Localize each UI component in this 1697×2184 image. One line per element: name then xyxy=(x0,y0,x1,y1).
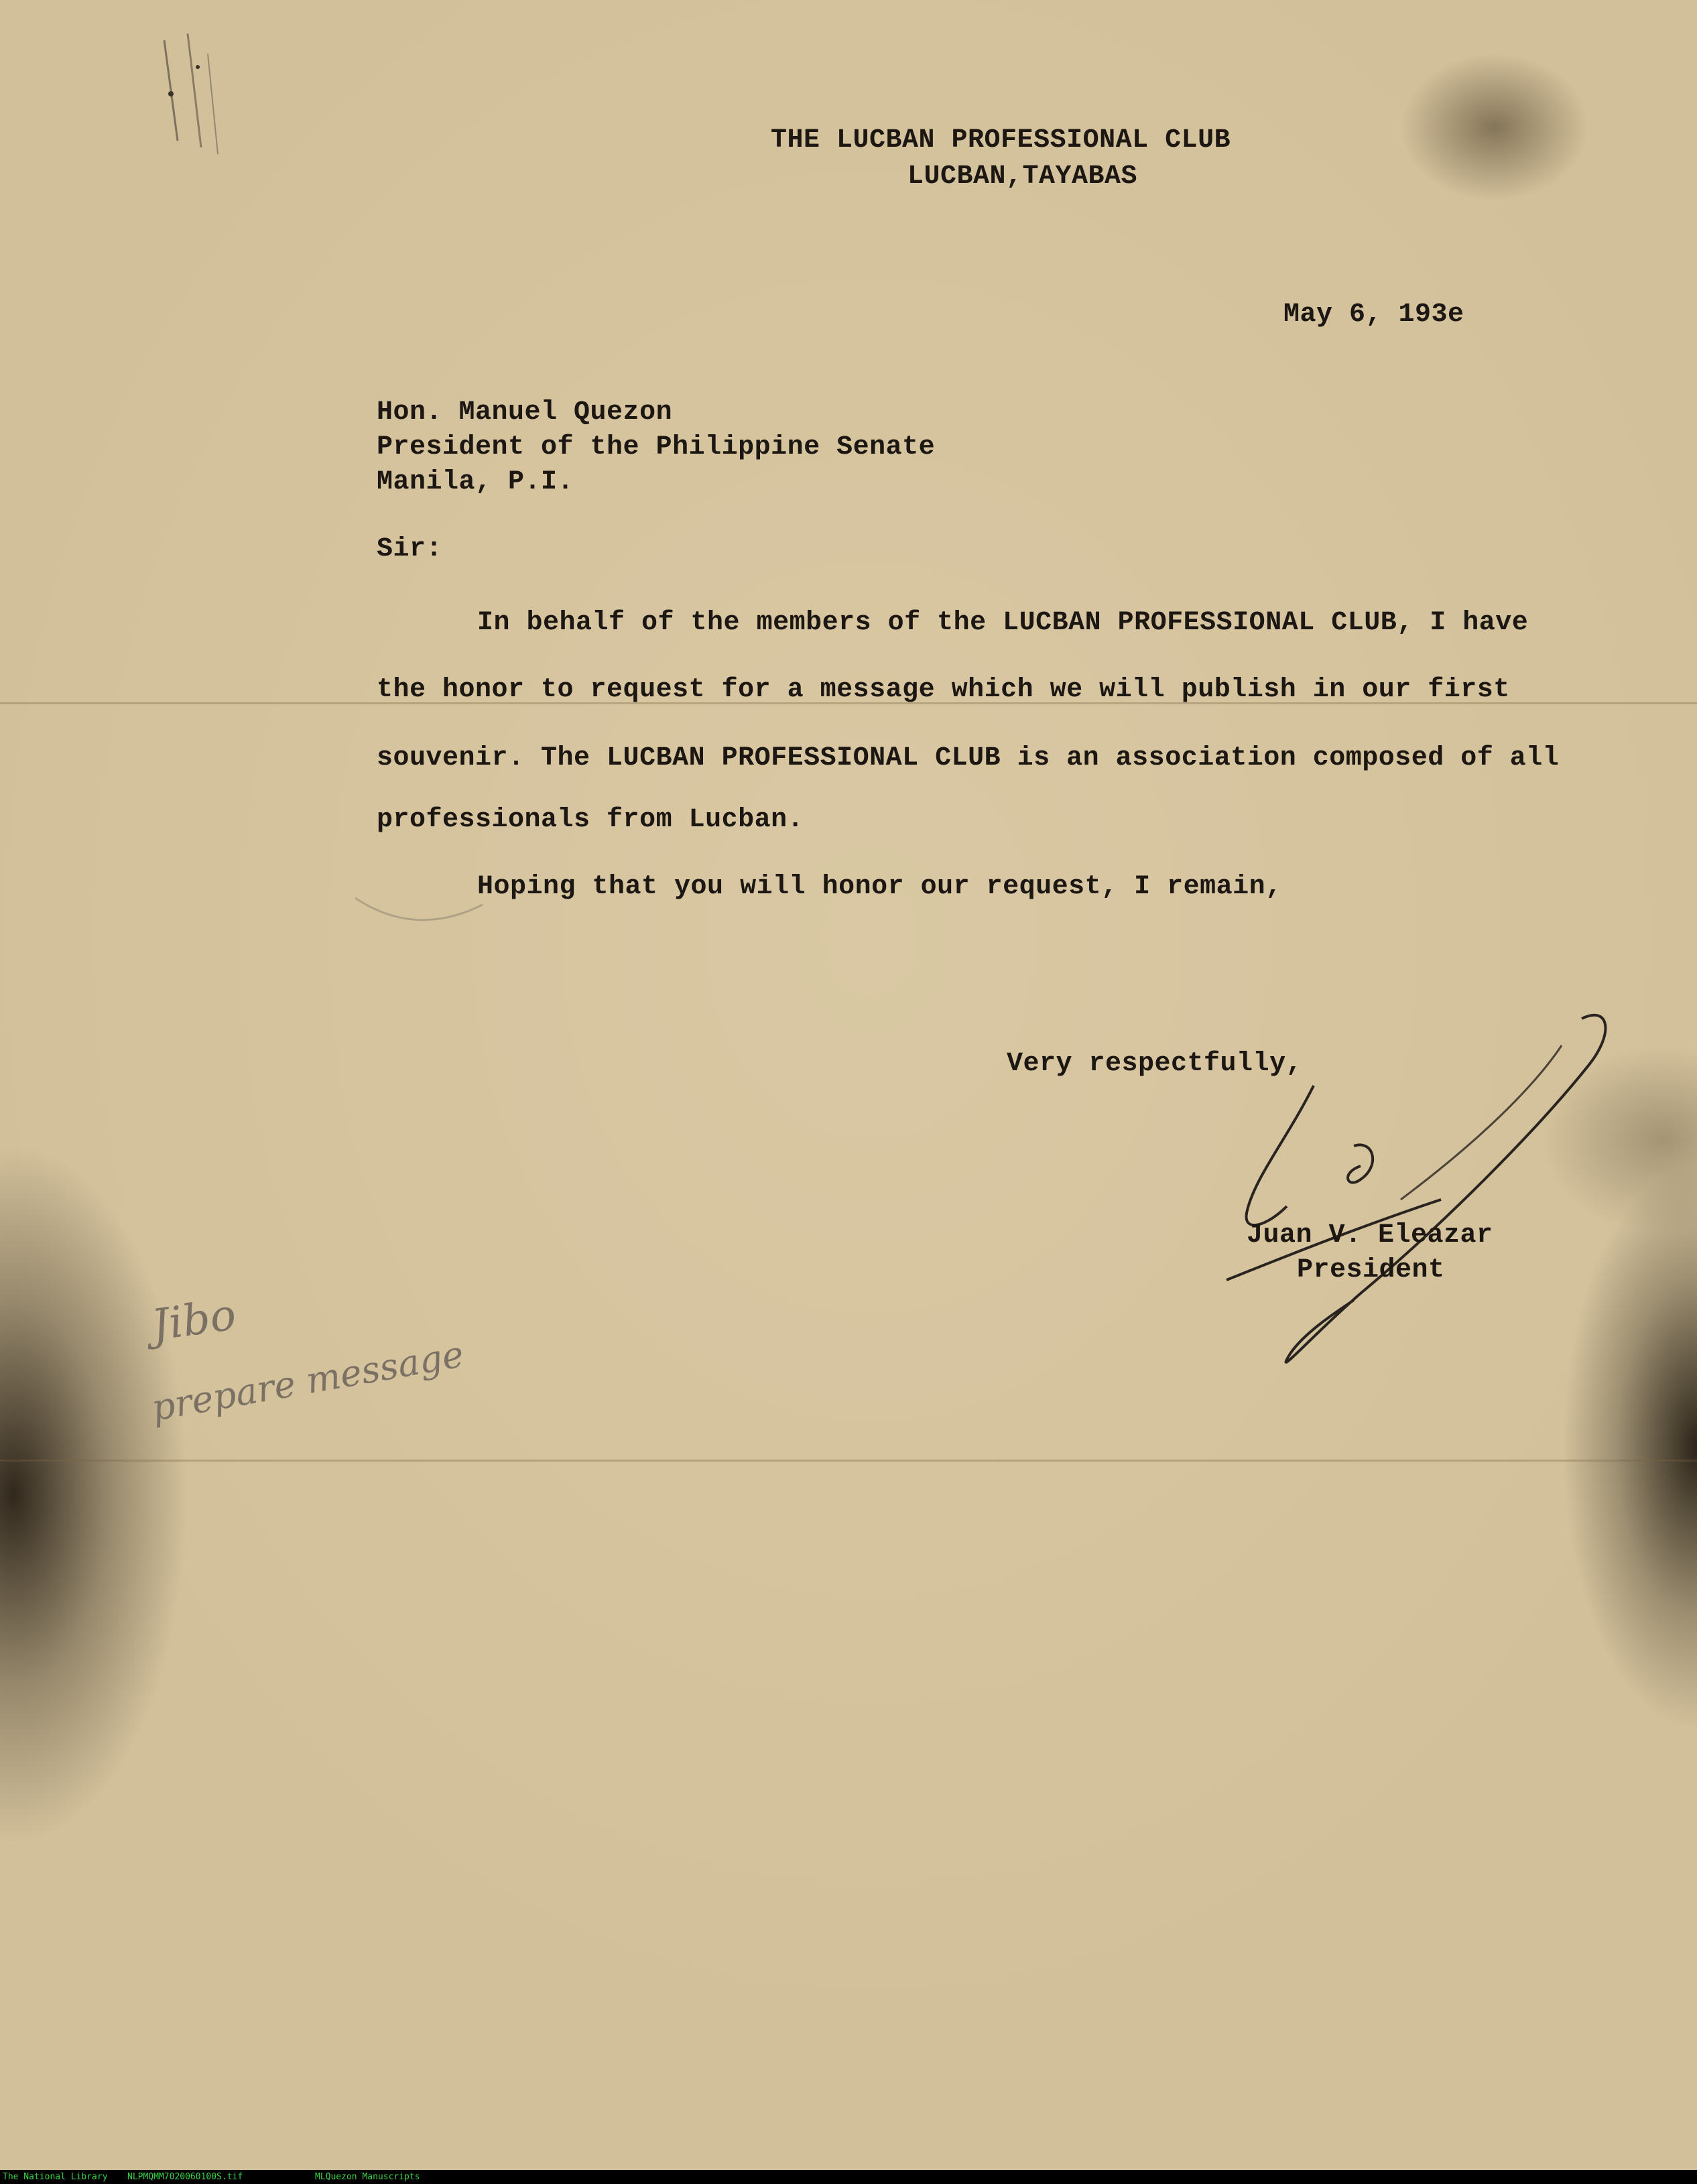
handwritten-signature xyxy=(1159,1005,1629,1380)
footer-library: The National Library xyxy=(3,2172,108,2182)
recipient-name: Hon. Manuel Quezon xyxy=(377,397,673,428)
letterhead-location: LUCBAN,TAYABAS xyxy=(907,162,1138,192)
recipient-title: President of the Philippine Senate xyxy=(377,432,936,462)
body-line: souvenir. The LUCBAN PROFESSIONAL CLUB is an association composed of all xyxy=(377,743,1560,773)
handwritten-pencil-note xyxy=(141,1287,516,1461)
pencil-note-line: prepare message xyxy=(148,1332,467,1429)
footer-collection: MLQuezon Manuscripts xyxy=(315,2172,420,2182)
closing: Very respectfully, xyxy=(1007,1049,1303,1079)
letter-date: May 6, 193e xyxy=(1283,300,1464,330)
body-line: the honor to request for a message which we will publish in our first xyxy=(377,675,1510,705)
pencil-marks xyxy=(151,27,231,161)
salutation: Sir: xyxy=(377,534,443,564)
pencil-note-line: Jibo xyxy=(148,1290,239,1351)
recipient-location: Manila, P.I. xyxy=(377,467,574,497)
body-line: In behalf of the members of the LUCBAN PROFESSIONAL CLUB, I have xyxy=(477,608,1529,638)
footer-filename: NLPMQMM7020060100S.tif xyxy=(127,2172,243,2182)
body-line: professionals from Lucban. xyxy=(377,805,804,835)
faded-stamp-mark xyxy=(349,885,496,938)
signer-title: President xyxy=(1297,1255,1445,1285)
body-line: Hoping that you will honor our request, I remain, xyxy=(477,872,1282,902)
archive-footer xyxy=(0,2170,1697,2184)
signer-name: Juan V. Eleazar xyxy=(1247,1220,1493,1250)
letterhead-organization: THE LUCBAN PROFESSIONAL CLUB xyxy=(771,125,1231,155)
